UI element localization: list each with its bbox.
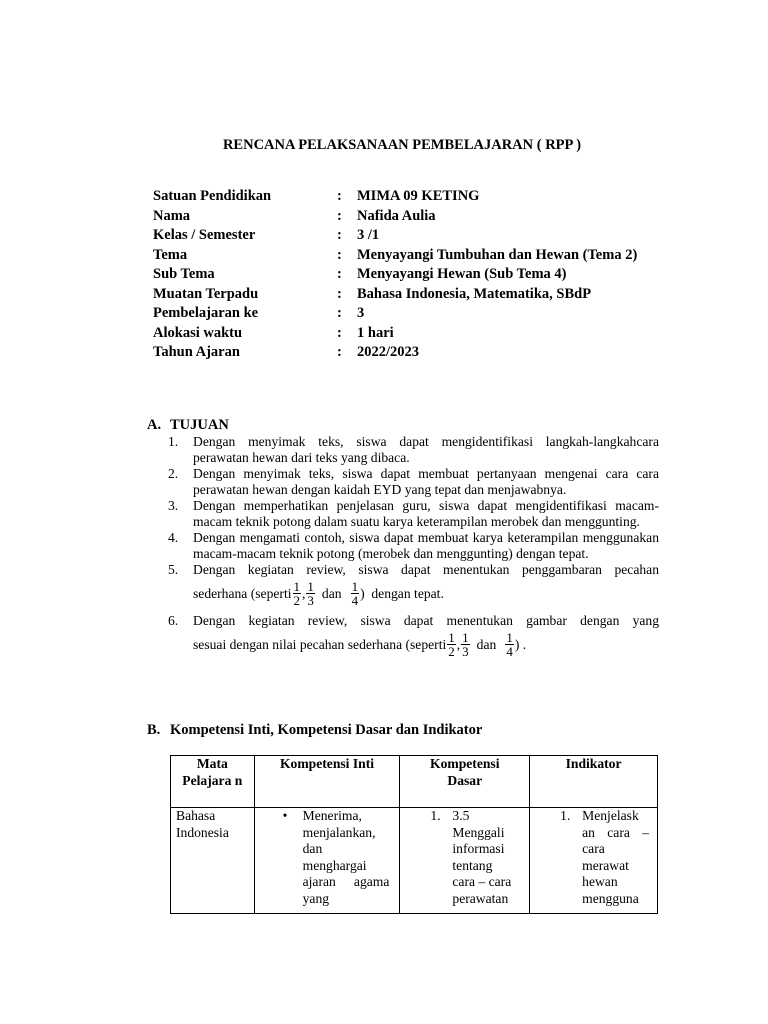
cell-text: mengguna <box>582 890 639 906</box>
cell-text: perawatan <box>452 890 509 906</box>
identity-value: MIMA 09 KETING <box>357 188 480 204</box>
item-number: 2. <box>168 466 179 481</box>
cell-text: dan <box>302 841 323 856</box>
bullet-icon: • <box>282 808 288 823</box>
section-title: TUJUAN <box>170 417 229 433</box>
conjunction: dan <box>321 585 342 601</box>
fraction-half: $\frac{1}{2}$ <box>293 579 301 608</box>
item-text: sederhana (seperti <box>193 585 292 601</box>
item-text: sesuai dengan nilai pecahan sederhana (seperti <box>193 636 447 652</box>
identity-value: Menyayangi Hewan (Sub Tema 4) <box>357 266 567 282</box>
identity-label: Pembelajaran ke <box>153 305 259 321</box>
item-number: 1. <box>560 808 571 823</box>
cell-text: an cara – <box>582 824 649 840</box>
list-item <box>168 434 659 466</box>
cell-text: menghargai <box>302 857 367 873</box>
identity-row <box>153 285 663 305</box>
identity-row <box>153 187 663 207</box>
fraction-line <box>193 580 659 607</box>
identity-row <box>153 226 663 246</box>
identity-label: Satuan Pendidikan <box>153 188 272 204</box>
kd-cell <box>400 808 530 914</box>
section-letter: B. <box>147 722 161 738</box>
identity-label: Sub Tema <box>153 266 215 282</box>
list-item <box>168 466 659 498</box>
identity-value: 2022/2023 <box>357 344 420 360</box>
section-heading <box>147 416 659 434</box>
cell-text: ajaran agama <box>302 874 390 889</box>
competency-table <box>170 755 658 914</box>
fraction-quarter: $\frac{1}{4}$ <box>506 630 513 659</box>
identity-colon: : <box>337 324 342 341</box>
fraction-line <box>193 631 659 658</box>
section-letter: A. <box>147 417 162 433</box>
cell-text: Menerima, <box>302 808 362 823</box>
subject-cell <box>171 808 255 914</box>
section-heading <box>147 721 667 739</box>
conjunction: dan <box>476 636 497 652</box>
list-item <box>168 498 659 530</box>
item-number: 6. <box>168 613 179 628</box>
identity-row <box>153 265 663 285</box>
list-item <box>168 562 659 607</box>
identity-label: Tema <box>153 246 188 263</box>
identity-label: Nama <box>153 207 191 224</box>
identity-colon: : <box>337 285 342 302</box>
list-item <box>168 613 659 658</box>
table-row <box>171 808 658 914</box>
identity-row <box>153 207 663 227</box>
identity-colon: : <box>337 188 342 204</box>
cell-text: Menjelask <box>582 808 639 823</box>
section-title: Kompetensi Inti, Kompetensi Dasar dan Indikator <box>170 722 483 738</box>
separator: , <box>302 585 306 601</box>
cell-text: menjalankan, <box>302 824 376 840</box>
item-text: ) . <box>514 636 527 652</box>
identity-colon: : <box>337 227 342 243</box>
table-header-row <box>171 756 658 808</box>
section-kompetensi <box>147 721 667 739</box>
identity-value: Bahasa Indonesia, Matematika, SBdP <box>357 285 592 302</box>
cell-text: yang <box>302 890 330 906</box>
cell-text: tentang <box>452 857 493 873</box>
item-number: 3. <box>168 498 179 513</box>
item-number: 1. <box>430 808 441 823</box>
identity-label: Tahun Ajaran <box>153 344 240 360</box>
identity-colon: : <box>337 207 342 224</box>
identity-colon: : <box>337 305 342 321</box>
identity-label: Muatan Terpadu <box>153 285 259 302</box>
cell-text: hewan <box>582 874 618 889</box>
column-header: Kompetensi Dasar <box>400 756 530 808</box>
identity-label: Kelas / Semester <box>153 227 256 243</box>
identity-row <box>153 343 663 363</box>
fraction-quarter: $\frac{1}{4}$ <box>351 579 359 608</box>
item-number: 5. <box>168 562 179 577</box>
ki-cell <box>254 808 400 914</box>
identity-value: 3 /1 <box>357 227 380 243</box>
identity-table <box>153 187 663 363</box>
indicator-cell <box>530 808 658 914</box>
fraction-third: $\frac{1}{3}$ <box>462 630 469 659</box>
list-item <box>168 530 659 562</box>
column-header: Kompetensi Inti <box>254 756 400 808</box>
separator: , <box>456 636 461 652</box>
cell-text: Bahasa Indonesia <box>176 808 229 840</box>
cell-text: cara <box>582 841 605 856</box>
identity-value: 3 <box>357 305 365 321</box>
identity-label: Alokasi waktu <box>153 324 243 341</box>
cell-text: Menggali <box>452 824 505 840</box>
identity-value: Nafida Aulia <box>357 207 436 224</box>
item-text: Dengan kegiatan review, siswa dapat menentukan gambar dengan yang <box>193 613 659 628</box>
section-tujuan <box>147 416 659 658</box>
item-text: Dengan kegiatan review, siswa dapat menentukan penggambaran pecahan <box>193 562 659 577</box>
item-text: Dengan mengamati contoh, siswa dapat membuat karya keterampilan menggunakan macam-macam teknik potong (merobek dan menggunting) dengan tepat. <box>193 530 659 561</box>
item-text: ) dengan tepat. <box>360 585 444 601</box>
item-number: 1. <box>168 434 179 449</box>
item-number: 4. <box>168 530 179 545</box>
item-text: Dengan memperhatikan penjelasan guru, siswa dapat mengidentifikasi macam-macam teknik potong dalam suatu karya keterampilan merobek dan menggunting. <box>193 498 659 529</box>
page-title: RENCANA PELAKSANAAN PEMBELAJARAN ( RPP ) <box>222 137 582 153</box>
identity-colon: : <box>337 266 342 282</box>
item-text: Dengan menyimak teks, siswa dapat membuat pertanyaan mengenai cara cara perawatan hewan dengan kaidah EYD yang tepat dan menjawabnya. <box>193 466 659 497</box>
identity-row <box>153 304 663 324</box>
identity-value: Menyayangi Tumbuhan dan Hewan (Tema 2) <box>357 246 638 263</box>
fraction-half: $\frac{1}{2}$ <box>448 630 455 659</box>
identity-value: 1 hari <box>357 324 394 341</box>
cell-text: informasi <box>452 841 505 856</box>
cell-text: merawat <box>582 857 629 873</box>
cell-text: cara – cara <box>452 874 512 889</box>
identity-colon: : <box>337 246 342 263</box>
column-header: Indikator <box>530 756 658 808</box>
fraction-third: $\frac{1}{3}$ <box>307 579 314 608</box>
identity-row <box>153 324 663 344</box>
column-header: Mata Pelajara n <box>171 756 255 808</box>
cell-text: 3.5 <box>452 808 470 823</box>
goals-list <box>147 434 659 658</box>
identity-colon: : <box>337 344 342 360</box>
item-text: Dengan menyimak teks, siswa dapat mengidentifikasi langkah-langkahcara perawatan hewan dari teks yang dibaca. <box>193 434 659 465</box>
identity-row <box>153 246 663 266</box>
